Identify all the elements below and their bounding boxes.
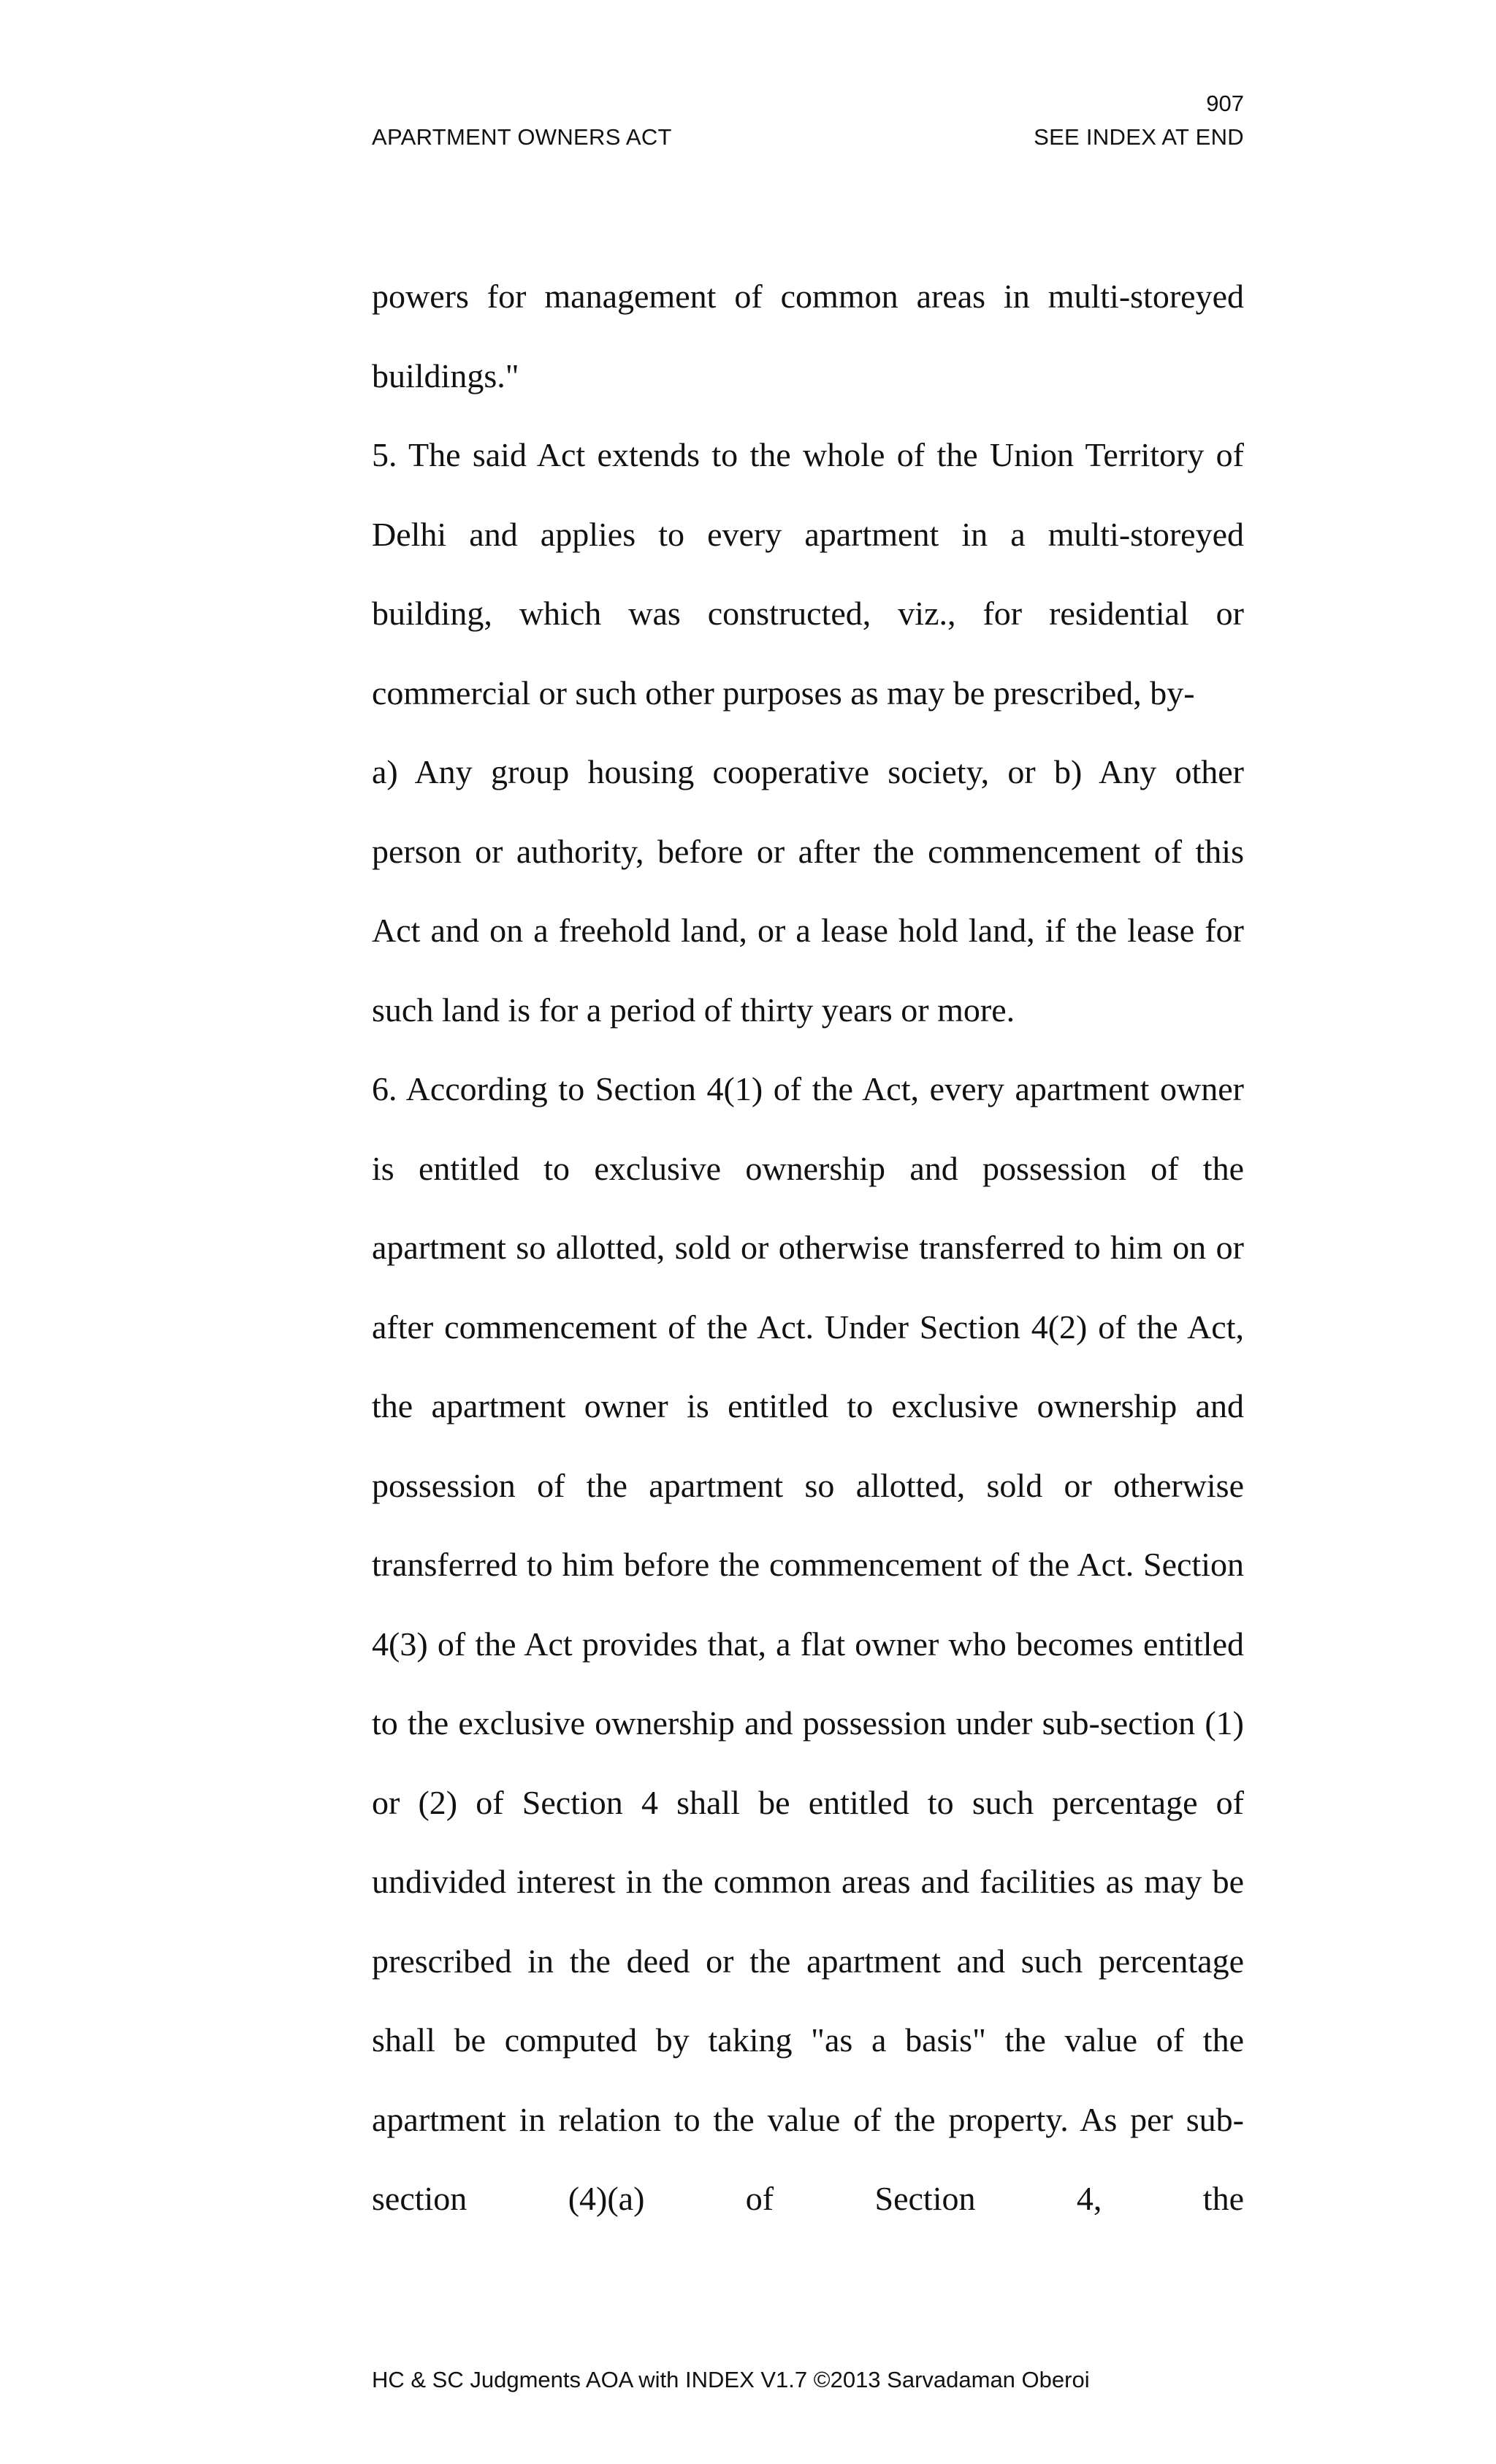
page-footer: HC & SC Judgments AOA with INDEX V1.7 ©2013 Sarvadaman Oberoi <box>372 2367 1090 2392</box>
running-header <box>372 121 1244 153</box>
paragraph-continuation: powers for management of common areas in multi-storeyed buildings." <box>372 278 1244 394</box>
paragraph-6: 6. According to Section 4(1) of the Act, every apartment owner is entitled to exclusive ownership and possession of the apartment so allotted, sold or otherwise transferred to him on or after commencement of the Act. Under Section 4(2) of the Act, the apartment owner is entitled to exclusive ownership and possession of the apartment so allotted, sold or otherwise transferred to him before the commencement of the Act. Section 4(3) of the Act provides that, a flat owner who becomes entitled to the exclusive ownership and possession under sub-section (1) or (2) of Section 4 shall be entitled to such percentage of undivided interest in the common areas and facilities as may be prescribed in the deed or the apartment and such percentage shall be computed by taking "as a basis" the value of the apartment in relation to the value of the property. As per sub- section (4)(a) of Section 4, the <box>372 1070 1244 2217</box>
page-number: 907 <box>1206 91 1244 116</box>
paragraph-5: 5. The said Act extends to the whole of the Union Territory of Delhi and applies to every apartment in a multi-storeyed building, which was constructed, viz., for residential or commercial or such other purposes as may be prescribed, by- <box>372 436 1244 712</box>
header-title: APARTMENT OWNERS ACT <box>372 124 672 150</box>
paragraph-5-clauses: a) Any group housing cooperative society, or b) Any other person or authority, before or after the commencement of this Act and on a freehold land, or a lease hold land, if the lease for such land is for a period of thirty years or more. <box>372 753 1244 1029</box>
header-index-note: SEE INDEX AT END <box>1034 124 1244 150</box>
document-body <box>372 257 1244 2239</box>
